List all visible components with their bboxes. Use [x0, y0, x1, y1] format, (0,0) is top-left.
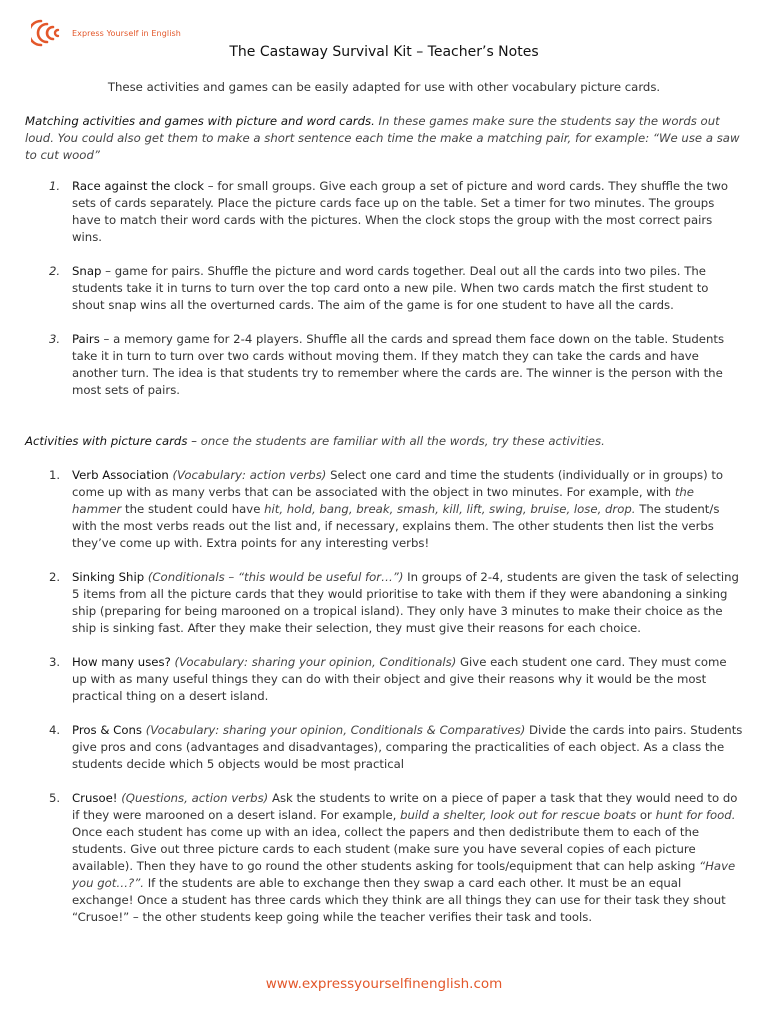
- item-text: If the students are able to exchange then they swap a card each other. It must be an equal exchange! Once a student has three cards which they think are all things they can use for their task they shout “Crusoe!” – the other students keep going while the teacher verifies their task and tools.: [72, 876, 726, 924]
- item-example: hunt for food.: [655, 808, 736, 822]
- section-lead: Activities with picture cards –: [25, 434, 198, 448]
- list-item: [25, 654, 743, 705]
- list-item: [25, 722, 743, 773]
- list-item: [25, 178, 743, 246]
- footer-website-link[interactable]: www.expressyourselfinenglish.com: [265, 976, 503, 992]
- item-vocab: (Vocabulary: sharing your opinion, Conditionals & Comparatives): [141, 723, 526, 737]
- list-item: [25, 569, 743, 637]
- item-term: Pairs: [72, 332, 100, 346]
- page-title: The Castaway Survival Kit – Teacher’s Notes: [229, 44, 539, 60]
- item-term: Sinking Ship: [72, 570, 145, 584]
- item-example: the hammer: [72, 485, 694, 516]
- item-text: – for small groups. Give each group a set of picture and word cards. They shuffle the two sets of cards separately. Place the picture cards face up on the table. Set a timer for two minutes. The groups have to match their word cards with the pictures. When the clock stops the group with the most correct pairs wins.: [72, 179, 729, 244]
- item-term: How many uses?: [72, 655, 171, 669]
- item-example: “Have you got…?”.: [72, 859, 736, 890]
- item-text: – game for pairs. Shuffle the picture and word cards together. Deal out all the cards into two piles. The students take it in turns to turn over the top card onto a new pile. When two cards match the first student to shout snap wins all the overturned cards. The aim of the game is for one student to have all the cards.: [72, 264, 709, 312]
- section-lead: Matching activities and games with picture and word cards.: [25, 114, 375, 128]
- item-number: 3.: [49, 655, 61, 669]
- item-example: hit, hold, bang, break, smash, kill, lift, swing, bruise, lose, drop.: [264, 502, 636, 516]
- item-text: Give each student one card. They must come up with as many useful things they can do with their object and give their reasons why it would be the most practical thing on a desert island.: [72, 655, 727, 703]
- item-text: or: [636, 808, 656, 822]
- item-term: Race against the clock: [72, 179, 205, 193]
- item-term: Snap: [72, 264, 102, 278]
- brand-name: Express Yourself in English: [72, 28, 181, 38]
- section-description: once the students are familiar with all the words, try these activities.: [197, 434, 605, 448]
- matching-games-list: [25, 178, 743, 399]
- section-description: In these games make sure the students say the words out loud. You could also get them to make a short sentence each time the make a matching pair, for example: “We use a saw to cut wood”: [25, 114, 740, 162]
- list-item: [25, 263, 743, 314]
- section-heading-picture-cards: [25, 433, 740, 450]
- item-term: Crusoe!: [72, 791, 118, 805]
- item-text: In groups of 2-4, students are given the task of selecting 5 items from all the picture cards that they would prioritise to take with them if they were abandoning a sinking ship (preparing for being marooned on a tropical island). They only have 3 minutes to make their choice as the ship is sinking fast. After they make their selection, they must give their reasons for each choice.: [72, 570, 739, 635]
- item-vocab: (Vocabulary: sharing your opinion, Conditionals): [170, 655, 457, 669]
- item-text: – a memory game for 2-4 players. Shuffle all the cards and spread them face down on the table. Students take it in turn to turn over two cards without moving them. If they match they can take the cards and have another turn. The idea is that students try to remember where the cards are. The winner is the person with the most sets of pairs.: [72, 332, 725, 397]
- item-number: 4.: [49, 723, 61, 737]
- item-number: 1.: [49, 179, 61, 193]
- item-number: 2.: [49, 264, 61, 278]
- item-text: Select one card and time the students (individually or in groups) to come up with as many verbs that can be associated with the object in two minutes. For example, with: [72, 468, 724, 499]
- list-item: [25, 790, 743, 926]
- item-number: 1.: [49, 468, 61, 482]
- item-term: Pros & Cons: [72, 723, 142, 737]
- item-example: build a shelter, look out for rescue boats: [400, 808, 637, 822]
- list-item: [25, 331, 743, 399]
- item-number: 3.: [49, 332, 61, 346]
- item-vocab: (Vocabulary: action verbs): [168, 468, 327, 482]
- section-heading-matching: [25, 113, 740, 164]
- item-text: the student could have: [121, 502, 265, 516]
- list-item: [25, 467, 743, 552]
- item-text: Ask the students to write on a piece of paper a task that they would need to do if they were marooned on a desert island. For example,: [72, 791, 738, 822]
- item-term: Verb Association: [72, 468, 169, 482]
- item-text: Once each student has come up with an idea, collect the papers and then dedistribute them to each of the students. Give out three picture cards to each student (make sure you have several copies of each picture available). Then they have to go round the other students asking for tools/equipment that can help asking: [72, 825, 700, 873]
- item-vocab: (Questions, action verbs): [117, 791, 269, 805]
- item-text: Divide the cards into pairs. Students give pros and cons (advantages and disadvantages), comparing the practicalities of each object. As a class the students decide which 5 objects would be most practical: [72, 723, 743, 771]
- item-text: The student/s with the most verbs reads out the list and, if necessary, explains them. The other students then list the verbs they’ve come up with. Extra points for any interesting verbs!: [72, 502, 720, 550]
- picture-card-activities-list: [25, 467, 743, 926]
- item-vocab: (Conditionals – “this would be useful for…”): [144, 570, 404, 584]
- item-number: 2.: [49, 570, 61, 584]
- item-number: 5.: [49, 791, 61, 805]
- intro-text: These activities and games can be easily adapted for use with other vocabulary picture cards.: [107, 80, 661, 94]
